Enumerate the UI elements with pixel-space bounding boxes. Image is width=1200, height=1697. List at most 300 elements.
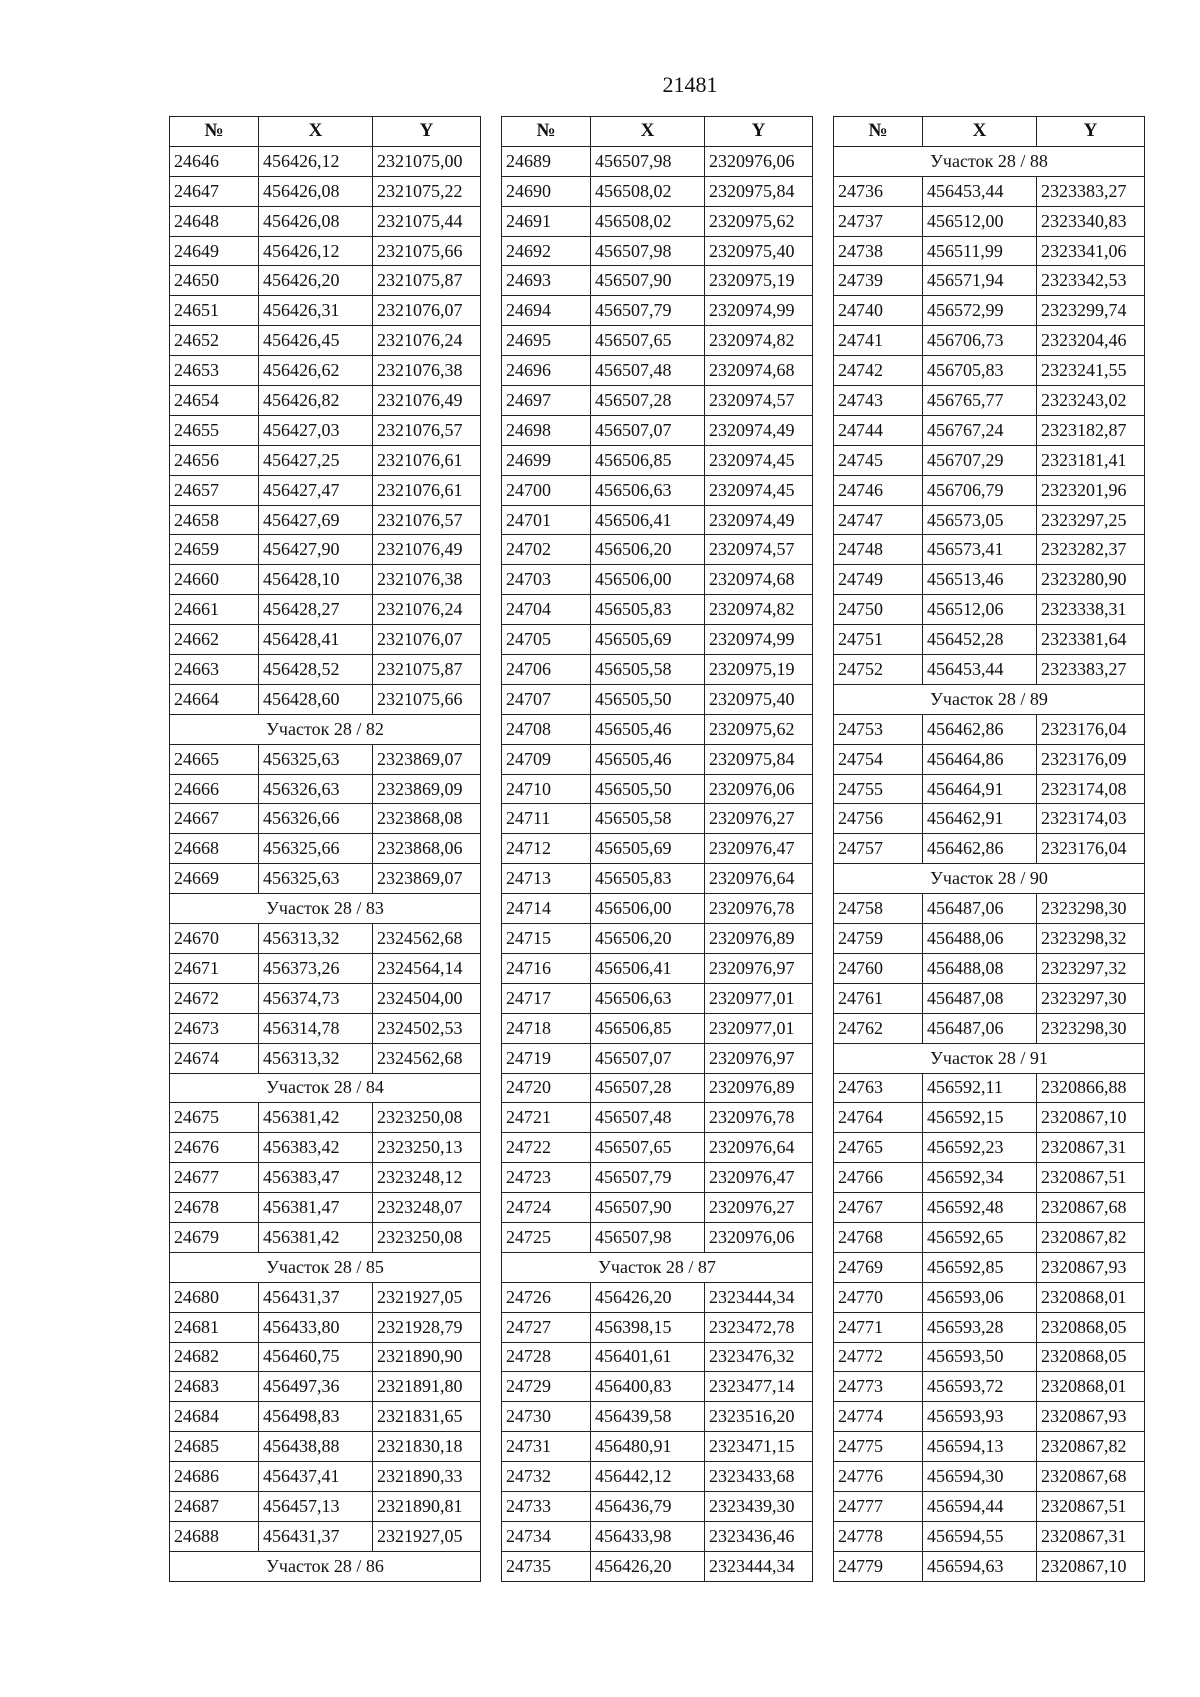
x-coordinate-cell: 456431,37 — [259, 1521, 373, 1551]
coordinates-table-3 — [833, 116, 1145, 1582]
table-row — [170, 206, 481, 236]
x-coordinate-cell: 456398,15 — [591, 1312, 705, 1342]
table-row — [502, 1282, 813, 1312]
point-number-cell: 24771 — [834, 1312, 923, 1342]
y-coordinate-cell: 2320868,01 — [1037, 1372, 1145, 1402]
y-coordinate-cell: 2323439,30 — [705, 1491, 813, 1521]
header-y: Y — [1037, 117, 1145, 147]
table-row — [834, 1372, 1145, 1402]
y-coordinate-cell: 2320868,05 — [1037, 1312, 1145, 1342]
point-number-cell: 24647 — [170, 176, 259, 206]
coordinates-table-2 — [501, 116, 813, 1582]
x-coordinate-cell: 456428,27 — [259, 595, 373, 625]
section-label: Участок 28 / 85 — [170, 1252, 481, 1282]
point-number-cell: 24757 — [834, 834, 923, 864]
x-coordinate-cell: 456511,99 — [923, 236, 1037, 266]
table-row — [502, 804, 813, 834]
x-coordinate-cell: 456381,42 — [259, 1222, 373, 1252]
table-row — [502, 1521, 813, 1551]
section-row — [834, 146, 1145, 176]
point-number-cell: 24743 — [834, 386, 923, 416]
x-coordinate-cell: 456593,50 — [923, 1342, 1037, 1372]
x-coordinate-cell: 456313,32 — [259, 924, 373, 954]
table-row — [834, 1193, 1145, 1223]
y-coordinate-cell: 2321076,24 — [373, 326, 481, 356]
y-coordinate-cell: 2321831,65 — [373, 1402, 481, 1432]
x-coordinate-cell: 456506,00 — [591, 894, 705, 924]
y-coordinate-cell: 2320867,31 — [1037, 1133, 1145, 1163]
table-row — [502, 1402, 813, 1432]
x-coordinate-cell: 456505,58 — [591, 655, 705, 685]
table-row — [502, 296, 813, 326]
table-row — [170, 684, 481, 714]
point-number-cell: 24717 — [502, 983, 591, 1013]
point-number-cell: 24726 — [502, 1282, 591, 1312]
point-number-cell: 24670 — [170, 924, 259, 954]
point-number-cell: 24668 — [170, 834, 259, 864]
table-row — [502, 834, 813, 864]
point-number-cell: 24739 — [834, 266, 923, 296]
table-row — [502, 983, 813, 1013]
x-coordinate-cell: 456505,50 — [591, 774, 705, 804]
point-number-cell: 24719 — [502, 1043, 591, 1073]
table-row — [170, 1193, 481, 1223]
point-number-cell: 24774 — [834, 1402, 923, 1432]
table-row — [502, 1342, 813, 1372]
point-number-cell: 24675 — [170, 1103, 259, 1133]
y-coordinate-cell: 2324562,68 — [373, 924, 481, 954]
y-coordinate-cell: 2320976,89 — [705, 924, 813, 954]
table-row — [170, 1163, 481, 1193]
x-coordinate-cell: 456592,11 — [923, 1073, 1037, 1103]
point-number-cell: 24725 — [502, 1222, 591, 1252]
x-coordinate-cell: 456506,20 — [591, 535, 705, 565]
point-number-cell: 24685 — [170, 1432, 259, 1462]
y-coordinate-cell: 2323298,32 — [1037, 924, 1145, 954]
x-coordinate-cell: 456506,85 — [591, 1013, 705, 1043]
section-label: Участок 28 / 88 — [834, 146, 1145, 176]
point-number-cell: 24651 — [170, 296, 259, 326]
point-number-cell: 24657 — [170, 475, 259, 505]
x-coordinate-cell: 456505,58 — [591, 804, 705, 834]
point-number-cell: 24754 — [834, 744, 923, 774]
table-row — [834, 565, 1145, 595]
y-coordinate-cell: 2323182,87 — [1037, 415, 1145, 445]
y-coordinate-cell: 2323280,90 — [1037, 565, 1145, 595]
y-coordinate-cell: 2321890,33 — [373, 1462, 481, 1492]
y-coordinate-cell: 2323341,06 — [1037, 236, 1145, 266]
x-coordinate-cell: 456507,65 — [591, 326, 705, 356]
x-coordinate-cell: 456383,42 — [259, 1133, 373, 1163]
x-coordinate-cell: 456507,79 — [591, 1163, 705, 1193]
y-coordinate-cell: 2320976,27 — [705, 1193, 813, 1223]
y-coordinate-cell: 2320866,88 — [1037, 1073, 1145, 1103]
table-row — [502, 475, 813, 505]
table-row — [502, 1133, 813, 1163]
point-number-cell: 24705 — [502, 625, 591, 655]
table-row — [834, 206, 1145, 236]
y-coordinate-cell: 2320867,82 — [1037, 1432, 1145, 1462]
page-number: 21481 — [662, 72, 718, 97]
y-coordinate-cell: 2323433,68 — [705, 1462, 813, 1492]
y-coordinate-cell: 2321076,24 — [373, 595, 481, 625]
x-coordinate-cell: 456594,44 — [923, 1491, 1037, 1521]
x-coordinate-cell: 456426,08 — [259, 206, 373, 236]
x-coordinate-cell: 456507,07 — [591, 1043, 705, 1073]
x-coordinate-cell: 456767,24 — [923, 415, 1037, 445]
x-coordinate-cell: 456593,72 — [923, 1372, 1037, 1402]
point-number-cell: 24765 — [834, 1133, 923, 1163]
point-number-cell: 24734 — [502, 1521, 591, 1551]
point-number-cell: 24731 — [502, 1432, 591, 1462]
table-row — [502, 894, 813, 924]
point-number-cell: 24733 — [502, 1491, 591, 1521]
x-coordinate-cell: 456505,83 — [591, 595, 705, 625]
table-row — [170, 296, 481, 326]
y-coordinate-cell: 2323477,14 — [705, 1372, 813, 1402]
table-row — [834, 1133, 1145, 1163]
coordinates-table-1 — [169, 116, 481, 1582]
x-coordinate-cell: 456462,86 — [923, 834, 1037, 864]
point-number-cell: 24723 — [502, 1163, 591, 1193]
x-coordinate-cell: 456453,44 — [923, 176, 1037, 206]
x-coordinate-cell: 456592,34 — [923, 1163, 1037, 1193]
point-number-cell: 24722 — [502, 1133, 591, 1163]
section-label: Участок 28 / 83 — [170, 894, 481, 924]
point-number-cell: 24744 — [834, 415, 923, 445]
x-coordinate-cell: 456462,91 — [923, 804, 1037, 834]
table-row — [170, 1133, 481, 1163]
y-coordinate-cell: 2320976,64 — [705, 864, 813, 894]
x-coordinate-cell: 456464,86 — [923, 744, 1037, 774]
table-row — [170, 386, 481, 416]
table-row — [170, 1043, 481, 1073]
y-coordinate-cell: 2323471,15 — [705, 1432, 813, 1462]
x-coordinate-cell: 456498,83 — [259, 1402, 373, 1432]
y-coordinate-cell: 2320975,19 — [705, 266, 813, 296]
table-header-row — [170, 117, 481, 147]
table-row — [170, 595, 481, 625]
x-coordinate-cell: 456426,45 — [259, 326, 373, 356]
y-coordinate-cell: 2320867,93 — [1037, 1402, 1145, 1432]
y-coordinate-cell: 2320975,62 — [705, 714, 813, 744]
point-number-cell: 24776 — [834, 1462, 923, 1492]
table-row — [170, 505, 481, 535]
section-row — [170, 1252, 481, 1282]
table-row — [834, 1551, 1145, 1581]
point-number-cell: 24724 — [502, 1193, 591, 1223]
y-coordinate-cell: 2321075,22 — [373, 176, 481, 206]
table-row — [170, 1222, 481, 1252]
x-coordinate-cell: 456506,41 — [591, 953, 705, 983]
y-coordinate-cell: 2320974,49 — [705, 415, 813, 445]
point-number-cell: 24773 — [834, 1372, 923, 1402]
point-number-cell: 24706 — [502, 655, 591, 685]
table-row — [834, 1342, 1145, 1372]
x-coordinate-cell: 456427,25 — [259, 445, 373, 475]
y-coordinate-cell: 2321891,80 — [373, 1372, 481, 1402]
point-number-cell: 24736 — [834, 176, 923, 206]
section-label: Участок 28 / 84 — [170, 1073, 481, 1103]
table-row — [170, 356, 481, 386]
y-coordinate-cell: 2323869,07 — [373, 864, 481, 894]
y-coordinate-cell: 2320974,45 — [705, 445, 813, 475]
point-number-cell: 24756 — [834, 804, 923, 834]
y-coordinate-cell: 2321075,44 — [373, 206, 481, 236]
y-coordinate-cell: 2323248,12 — [373, 1163, 481, 1193]
point-number-cell: 24775 — [834, 1432, 923, 1462]
table-row — [834, 894, 1145, 924]
point-number-cell: 24655 — [170, 415, 259, 445]
y-coordinate-cell: 2323340,83 — [1037, 206, 1145, 236]
x-coordinate-cell: 456488,06 — [923, 924, 1037, 954]
y-coordinate-cell: 2323444,34 — [705, 1551, 813, 1581]
table-row — [834, 774, 1145, 804]
x-coordinate-cell: 456325,63 — [259, 864, 373, 894]
point-number-cell: 24652 — [170, 326, 259, 356]
point-number-cell: 24656 — [170, 445, 259, 475]
table-row — [834, 953, 1145, 983]
x-coordinate-cell: 456428,52 — [259, 655, 373, 685]
y-coordinate-cell: 2323476,32 — [705, 1342, 813, 1372]
table-row — [834, 1282, 1145, 1312]
y-coordinate-cell: 2320975,62 — [705, 206, 813, 236]
header-x: X — [259, 117, 373, 147]
table-row — [834, 1103, 1145, 1133]
x-coordinate-cell: 456594,55 — [923, 1521, 1037, 1551]
y-coordinate-cell: 2320974,57 — [705, 386, 813, 416]
table-row — [502, 625, 813, 655]
y-coordinate-cell: 2323250,13 — [373, 1133, 481, 1163]
y-coordinate-cell: 2321890,90 — [373, 1342, 481, 1372]
point-number-cell: 24662 — [170, 625, 259, 655]
point-number-cell: 24686 — [170, 1462, 259, 1492]
point-number-cell: 24673 — [170, 1013, 259, 1043]
section-label: Участок 28 / 90 — [834, 864, 1145, 894]
x-coordinate-cell: 456373,26 — [259, 953, 373, 983]
x-coordinate-cell: 456592,48 — [923, 1193, 1037, 1223]
point-number-cell: 24699 — [502, 445, 591, 475]
table-row — [834, 1462, 1145, 1492]
table-row — [502, 176, 813, 206]
y-coordinate-cell: 2320868,05 — [1037, 1342, 1145, 1372]
section-row — [502, 1252, 813, 1282]
point-number-cell: 24663 — [170, 655, 259, 685]
table-row — [834, 625, 1145, 655]
section-row — [170, 714, 481, 744]
point-number-cell: 24677 — [170, 1163, 259, 1193]
y-coordinate-cell: 2323297,30 — [1037, 983, 1145, 1013]
point-number-cell: 24770 — [834, 1282, 923, 1312]
point-number-cell: 24696 — [502, 356, 591, 386]
y-coordinate-cell: 2320975,84 — [705, 176, 813, 206]
table-row — [834, 1252, 1145, 1282]
table-row — [834, 475, 1145, 505]
table-row — [834, 1073, 1145, 1103]
table-row — [502, 1432, 813, 1462]
section-label: Участок 28 / 91 — [834, 1043, 1145, 1073]
x-coordinate-cell: 456507,79 — [591, 296, 705, 326]
point-number-cell: 24714 — [502, 894, 591, 924]
x-coordinate-cell: 456512,00 — [923, 206, 1037, 236]
y-coordinate-cell: 2321076,49 — [373, 386, 481, 416]
table-row — [170, 445, 481, 475]
y-coordinate-cell: 2320867,82 — [1037, 1222, 1145, 1252]
x-coordinate-cell: 456508,02 — [591, 206, 705, 236]
y-coordinate-cell: 2323248,07 — [373, 1193, 481, 1223]
point-number-cell: 24674 — [170, 1043, 259, 1073]
point-number-cell: 24661 — [170, 595, 259, 625]
point-number-cell: 24755 — [834, 774, 923, 804]
x-coordinate-cell: 456488,08 — [923, 953, 1037, 983]
point-number-cell: 24702 — [502, 535, 591, 565]
point-number-cell: 24769 — [834, 1252, 923, 1282]
y-coordinate-cell: 2323444,34 — [705, 1282, 813, 1312]
point-number-cell: 24682 — [170, 1342, 259, 1372]
y-coordinate-cell: 2320867,51 — [1037, 1163, 1145, 1193]
y-coordinate-cell: 2320974,82 — [705, 326, 813, 356]
table-row — [170, 1282, 481, 1312]
point-number-cell: 24658 — [170, 505, 259, 535]
point-number-cell: 24693 — [502, 266, 591, 296]
table-row — [502, 774, 813, 804]
table-row — [170, 953, 481, 983]
table-row — [170, 1521, 481, 1551]
x-coordinate-cell: 456325,63 — [259, 744, 373, 774]
table-row — [170, 146, 481, 176]
x-coordinate-cell: 456765,77 — [923, 386, 1037, 416]
point-number-cell: 24761 — [834, 983, 923, 1013]
point-number-cell: 24728 — [502, 1342, 591, 1372]
x-coordinate-cell: 456428,10 — [259, 565, 373, 595]
table-row — [170, 834, 481, 864]
point-number-cell: 24676 — [170, 1133, 259, 1163]
section-label: Участок 28 / 86 — [170, 1551, 481, 1581]
table-row — [834, 445, 1145, 475]
y-coordinate-cell: 2321076,38 — [373, 565, 481, 595]
x-coordinate-cell: 456707,29 — [923, 445, 1037, 475]
point-number-cell: 24646 — [170, 146, 259, 176]
point-number-cell: 24684 — [170, 1402, 259, 1432]
table-row — [834, 1312, 1145, 1342]
y-coordinate-cell: 2320974,68 — [705, 356, 813, 386]
table-row — [502, 1193, 813, 1223]
point-number-cell: 24749 — [834, 565, 923, 595]
x-coordinate-cell: 456506,00 — [591, 565, 705, 595]
table-row — [502, 386, 813, 416]
point-number-cell: 24650 — [170, 266, 259, 296]
y-coordinate-cell: 2323472,78 — [705, 1312, 813, 1342]
x-coordinate-cell: 456505,69 — [591, 625, 705, 655]
x-coordinate-cell: 456383,47 — [259, 1163, 373, 1193]
x-coordinate-cell: 456400,83 — [591, 1372, 705, 1402]
x-coordinate-cell: 456594,30 — [923, 1462, 1037, 1492]
point-number-cell: 24659 — [170, 535, 259, 565]
x-coordinate-cell: 456325,66 — [259, 834, 373, 864]
table-row — [502, 924, 813, 954]
x-coordinate-cell: 456374,73 — [259, 983, 373, 1013]
point-number-cell: 24648 — [170, 206, 259, 236]
table-row — [834, 266, 1145, 296]
x-coordinate-cell: 456438,88 — [259, 1432, 373, 1462]
table-row — [170, 1103, 481, 1133]
table-row — [502, 1312, 813, 1342]
y-coordinate-cell: 2324504,00 — [373, 983, 481, 1013]
table-row — [502, 1222, 813, 1252]
y-coordinate-cell: 2321075,66 — [373, 684, 481, 714]
point-number-cell: 24698 — [502, 415, 591, 445]
y-coordinate-cell: 2320974,45 — [705, 475, 813, 505]
y-coordinate-cell: 2323174,08 — [1037, 774, 1145, 804]
y-coordinate-cell: 2321076,61 — [373, 475, 481, 505]
table-row — [502, 206, 813, 236]
y-coordinate-cell: 2320975,84 — [705, 744, 813, 774]
x-coordinate-cell: 456426,12 — [259, 236, 373, 266]
table-row — [502, 953, 813, 983]
table-row — [170, 1402, 481, 1432]
point-number-cell: 24762 — [834, 1013, 923, 1043]
x-coordinate-cell: 456326,66 — [259, 804, 373, 834]
x-coordinate-cell: 456487,06 — [923, 894, 1037, 924]
x-coordinate-cell: 456497,36 — [259, 1372, 373, 1402]
point-number-cell: 24732 — [502, 1462, 591, 1492]
table-row — [834, 176, 1145, 206]
table-row — [170, 1372, 481, 1402]
x-coordinate-cell: 456381,42 — [259, 1103, 373, 1133]
table-row — [502, 1013, 813, 1043]
point-number-cell: 24692 — [502, 236, 591, 266]
point-number-cell: 24735 — [502, 1551, 591, 1581]
x-coordinate-cell: 456437,41 — [259, 1462, 373, 1492]
y-coordinate-cell: 2320976,89 — [705, 1073, 813, 1103]
table-row — [502, 505, 813, 535]
y-coordinate-cell: 2323176,04 — [1037, 714, 1145, 744]
table-row — [834, 356, 1145, 386]
x-coordinate-cell: 456452,28 — [923, 625, 1037, 655]
x-coordinate-cell: 456428,60 — [259, 684, 373, 714]
y-coordinate-cell: 2323298,30 — [1037, 1013, 1145, 1043]
y-coordinate-cell: 2320975,40 — [705, 236, 813, 266]
point-number-cell: 24718 — [502, 1013, 591, 1043]
y-coordinate-cell: 2320974,99 — [705, 625, 813, 655]
x-coordinate-cell: 456428,41 — [259, 625, 373, 655]
point-number-cell: 24777 — [834, 1491, 923, 1521]
point-number-cell: 24748 — [834, 535, 923, 565]
table-row — [502, 655, 813, 685]
y-coordinate-cell: 2323516,20 — [705, 1402, 813, 1432]
y-coordinate-cell: 2323338,31 — [1037, 595, 1145, 625]
point-number-cell: 24721 — [502, 1103, 591, 1133]
x-coordinate-cell: 456436,79 — [591, 1491, 705, 1521]
x-coordinate-cell: 456426,12 — [259, 146, 373, 176]
y-coordinate-cell: 2320976,27 — [705, 804, 813, 834]
table-row — [502, 1073, 813, 1103]
point-number-cell: 24742 — [834, 356, 923, 386]
table-row — [170, 924, 481, 954]
point-number-cell: 24737 — [834, 206, 923, 236]
point-number-cell: 24711 — [502, 804, 591, 834]
header-number: № — [170, 117, 259, 147]
point-number-cell: 24680 — [170, 1282, 259, 1312]
point-number-cell: 24660 — [170, 565, 259, 595]
x-coordinate-cell: 456487,06 — [923, 1013, 1037, 1043]
table-row — [170, 415, 481, 445]
y-coordinate-cell: 2320867,31 — [1037, 1521, 1145, 1551]
header-y: Y — [373, 117, 481, 147]
table-row — [502, 356, 813, 386]
y-coordinate-cell: 2320974,99 — [705, 296, 813, 326]
table-row — [834, 983, 1145, 1013]
